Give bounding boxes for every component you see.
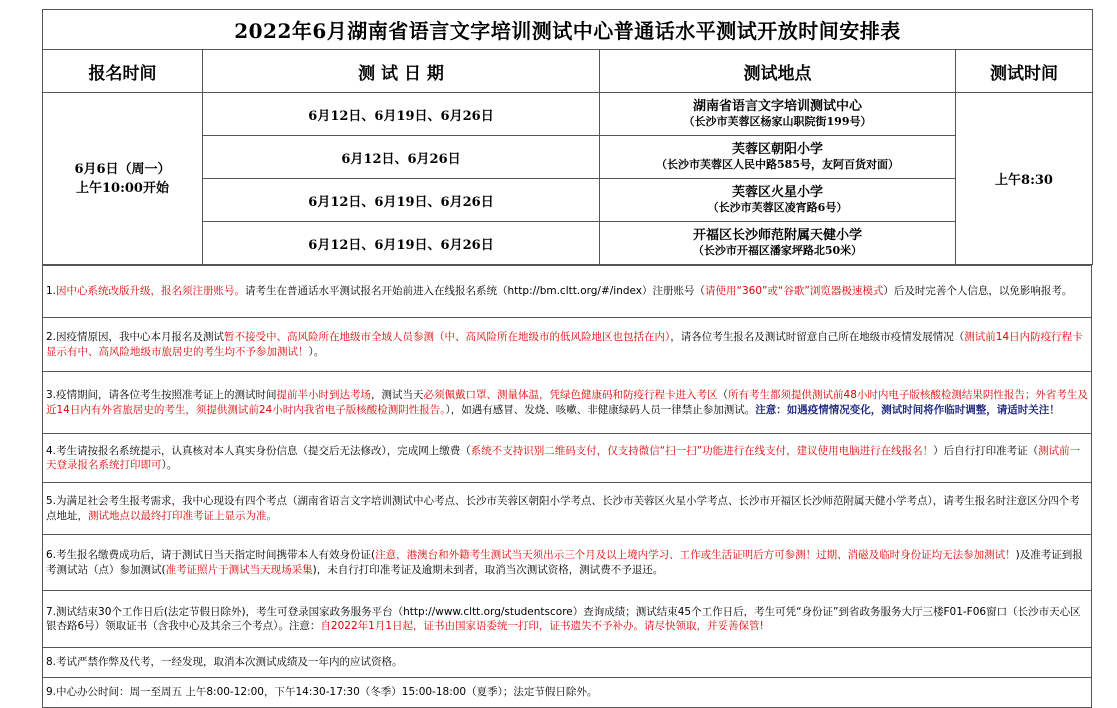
- header-test-time: 测试时间: [956, 50, 1093, 93]
- location-address: （长沙市芙蓉区凌宵路6号）: [707, 201, 848, 214]
- location-name: 芙蓉区火星小学: [731, 185, 823, 200]
- test-dates: 6月12日、6月26日: [203, 136, 600, 179]
- test-time-cell: 上午8:30: [956, 93, 1093, 265]
- header-test-date: 测 试 日 期: [203, 50, 600, 93]
- test-dates: 6月12日、6月19日、6月26日: [203, 179, 600, 222]
- table-row: [43, 93, 1093, 136]
- location-name: 芙蓉区朝阳小学: [731, 142, 823, 157]
- registration-time-cell: [43, 93, 203, 265]
- test-dates: 6月12日、6月19日、6月26日: [203, 93, 600, 136]
- note-2: 2.因疫情原因，我中心本月报名及测试暂不接受中、高风险所在地级市全域人员参测（中、高风险所在地级市的低风险地区也包括在内），请各位考生报名及测试时留意自己所在地级市疫情发展情况（测试前14日内防疫行程卡显示有中、高风险地级市旅居史的考生均不予参加测试！）。: [43, 318, 1092, 372]
- note-9: 9.中心办公时间：周一至周五 上午8:00-12:00，下午14:30-17:30（冬季）15:00-18:00（夏季）；法定节假日除外。: [43, 678, 1092, 708]
- test-location: [600, 93, 956, 136]
- page-title: 2022年6月湖南省语言文字培训测试中心普通话水平测试开放时间安排表: [43, 10, 1093, 50]
- note-3: 3.疫情期间，请各位考生按照准考证上的测试时间提前半小时到达考场，测试当天必须佩戴口罩、测量体温，凭绿色健康码和防疫行程卡进入考区（所有考生都须提供测试前48小时内电子版核酸检测结果阴性报告；外省考生及近14日内有外省旅居史的考生，须提供测试前24小时内我省电子版核酸检测阴性报告。），如遇有感冒、发烧、咳嗽、非健康绿码人员一律禁止参加测试。注意：如遇疫情情况变化，测试时间将作临时调整，请适时关注！: [43, 372, 1092, 434]
- note-5: 5.为满足社会考生报考需求，我中心现设有四个考点（湖南省语言文字培训测试中心考点、长沙市芙蓉区朝阳小学考点、长沙市芙蓉区火星小学考点、长沙市开福区长沙师范附属天健小学考点），请考生报名时注意区分四个考点地址，测试地点以最终打印准考证上显示为准。: [43, 483, 1092, 535]
- registration-start: 上午10:00开始: [76, 180, 169, 196]
- schedule-table: [42, 9, 1093, 265]
- header-registration-time: 报名时间: [43, 50, 203, 93]
- registration-date: 6月6日（周一）: [74, 161, 171, 177]
- test-location: [600, 136, 956, 179]
- location-address: （长沙市芙蓉区人民中路585号，友阿百货对面）: [656, 158, 899, 171]
- test-location: [600, 179, 956, 222]
- location-address: （长沙市芙蓉区杨家山职院街199号）: [683, 115, 872, 128]
- notes-table: [42, 265, 1092, 708]
- test-dates: 6月12日、6月19日、6月26日: [203, 222, 600, 265]
- note-8: 8.考试严禁作弊及代考，一经发现，取消本次测试成绩及一年内的应试资格。: [43, 648, 1092, 678]
- header-test-location: 测试地点: [600, 50, 956, 93]
- location-name: 开福区长沙师范附属天健小学: [692, 228, 862, 243]
- note-1: 1.因中心系统改版升级，报名须注册账号。请考生在普通话水平测试报名开始前进入在线报名系统（http://bm.cltt.org/#/index）注册账号（请使用“360”或“谷歌”浏览器极速模式）后及时完善个人信息，以免影响报考。: [43, 266, 1092, 318]
- location-address: （长沙市开福区潘家坪路北50米）: [692, 244, 863, 257]
- note-4: 4.考生请按报名系统提示，认真核对本人真实身份信息（提交后无法修改），完成网上缴费（系统不支持识别二维码支付，仅支持微信“扫一扫”功能进行在线支付，建议使用电脑进行在线报名！）后自行打印准考证（测试前一天登录报名系统打印即可）。: [43, 434, 1092, 483]
- note-6: 6.考生报名缴费成功后，请于测试日当天指定时间携带本人有效身份证(注意，港澳台和外籍考生测试当天须出示三个月及以上境内学习、工作或生活证明后方可参测！过期、消磁及临时身份证均无法参加测试！)及准考证到报考测试站（点）参加测试(准考证照片于测试当天现场采集)，未自行打印准考证及逾期未到者，取消当次测试资格，测试费不予退还。: [43, 535, 1092, 591]
- schedule-document: [42, 9, 1092, 708]
- location-name: 湖南省语言文字培训测试中心: [692, 99, 862, 114]
- note-7: 7.测试结束30个工作日后(法定节假日除外)，考生可登录国家政务服务平台（http://www.cltt.org/studentscore）查询成绩；测试结束45个工作日后，考生可凭“身份证”到省政务服务大厅三楼F01-F06窗口（长沙市天心区银杏路6号）领取证书（含我中心及其余三个考点）。注意：自2022年1月1日起，证书由国家语委统一打印，证书遗失不予补办。请尽快领取，并妥善保管!: [43, 591, 1092, 648]
- test-location: [600, 222, 956, 265]
